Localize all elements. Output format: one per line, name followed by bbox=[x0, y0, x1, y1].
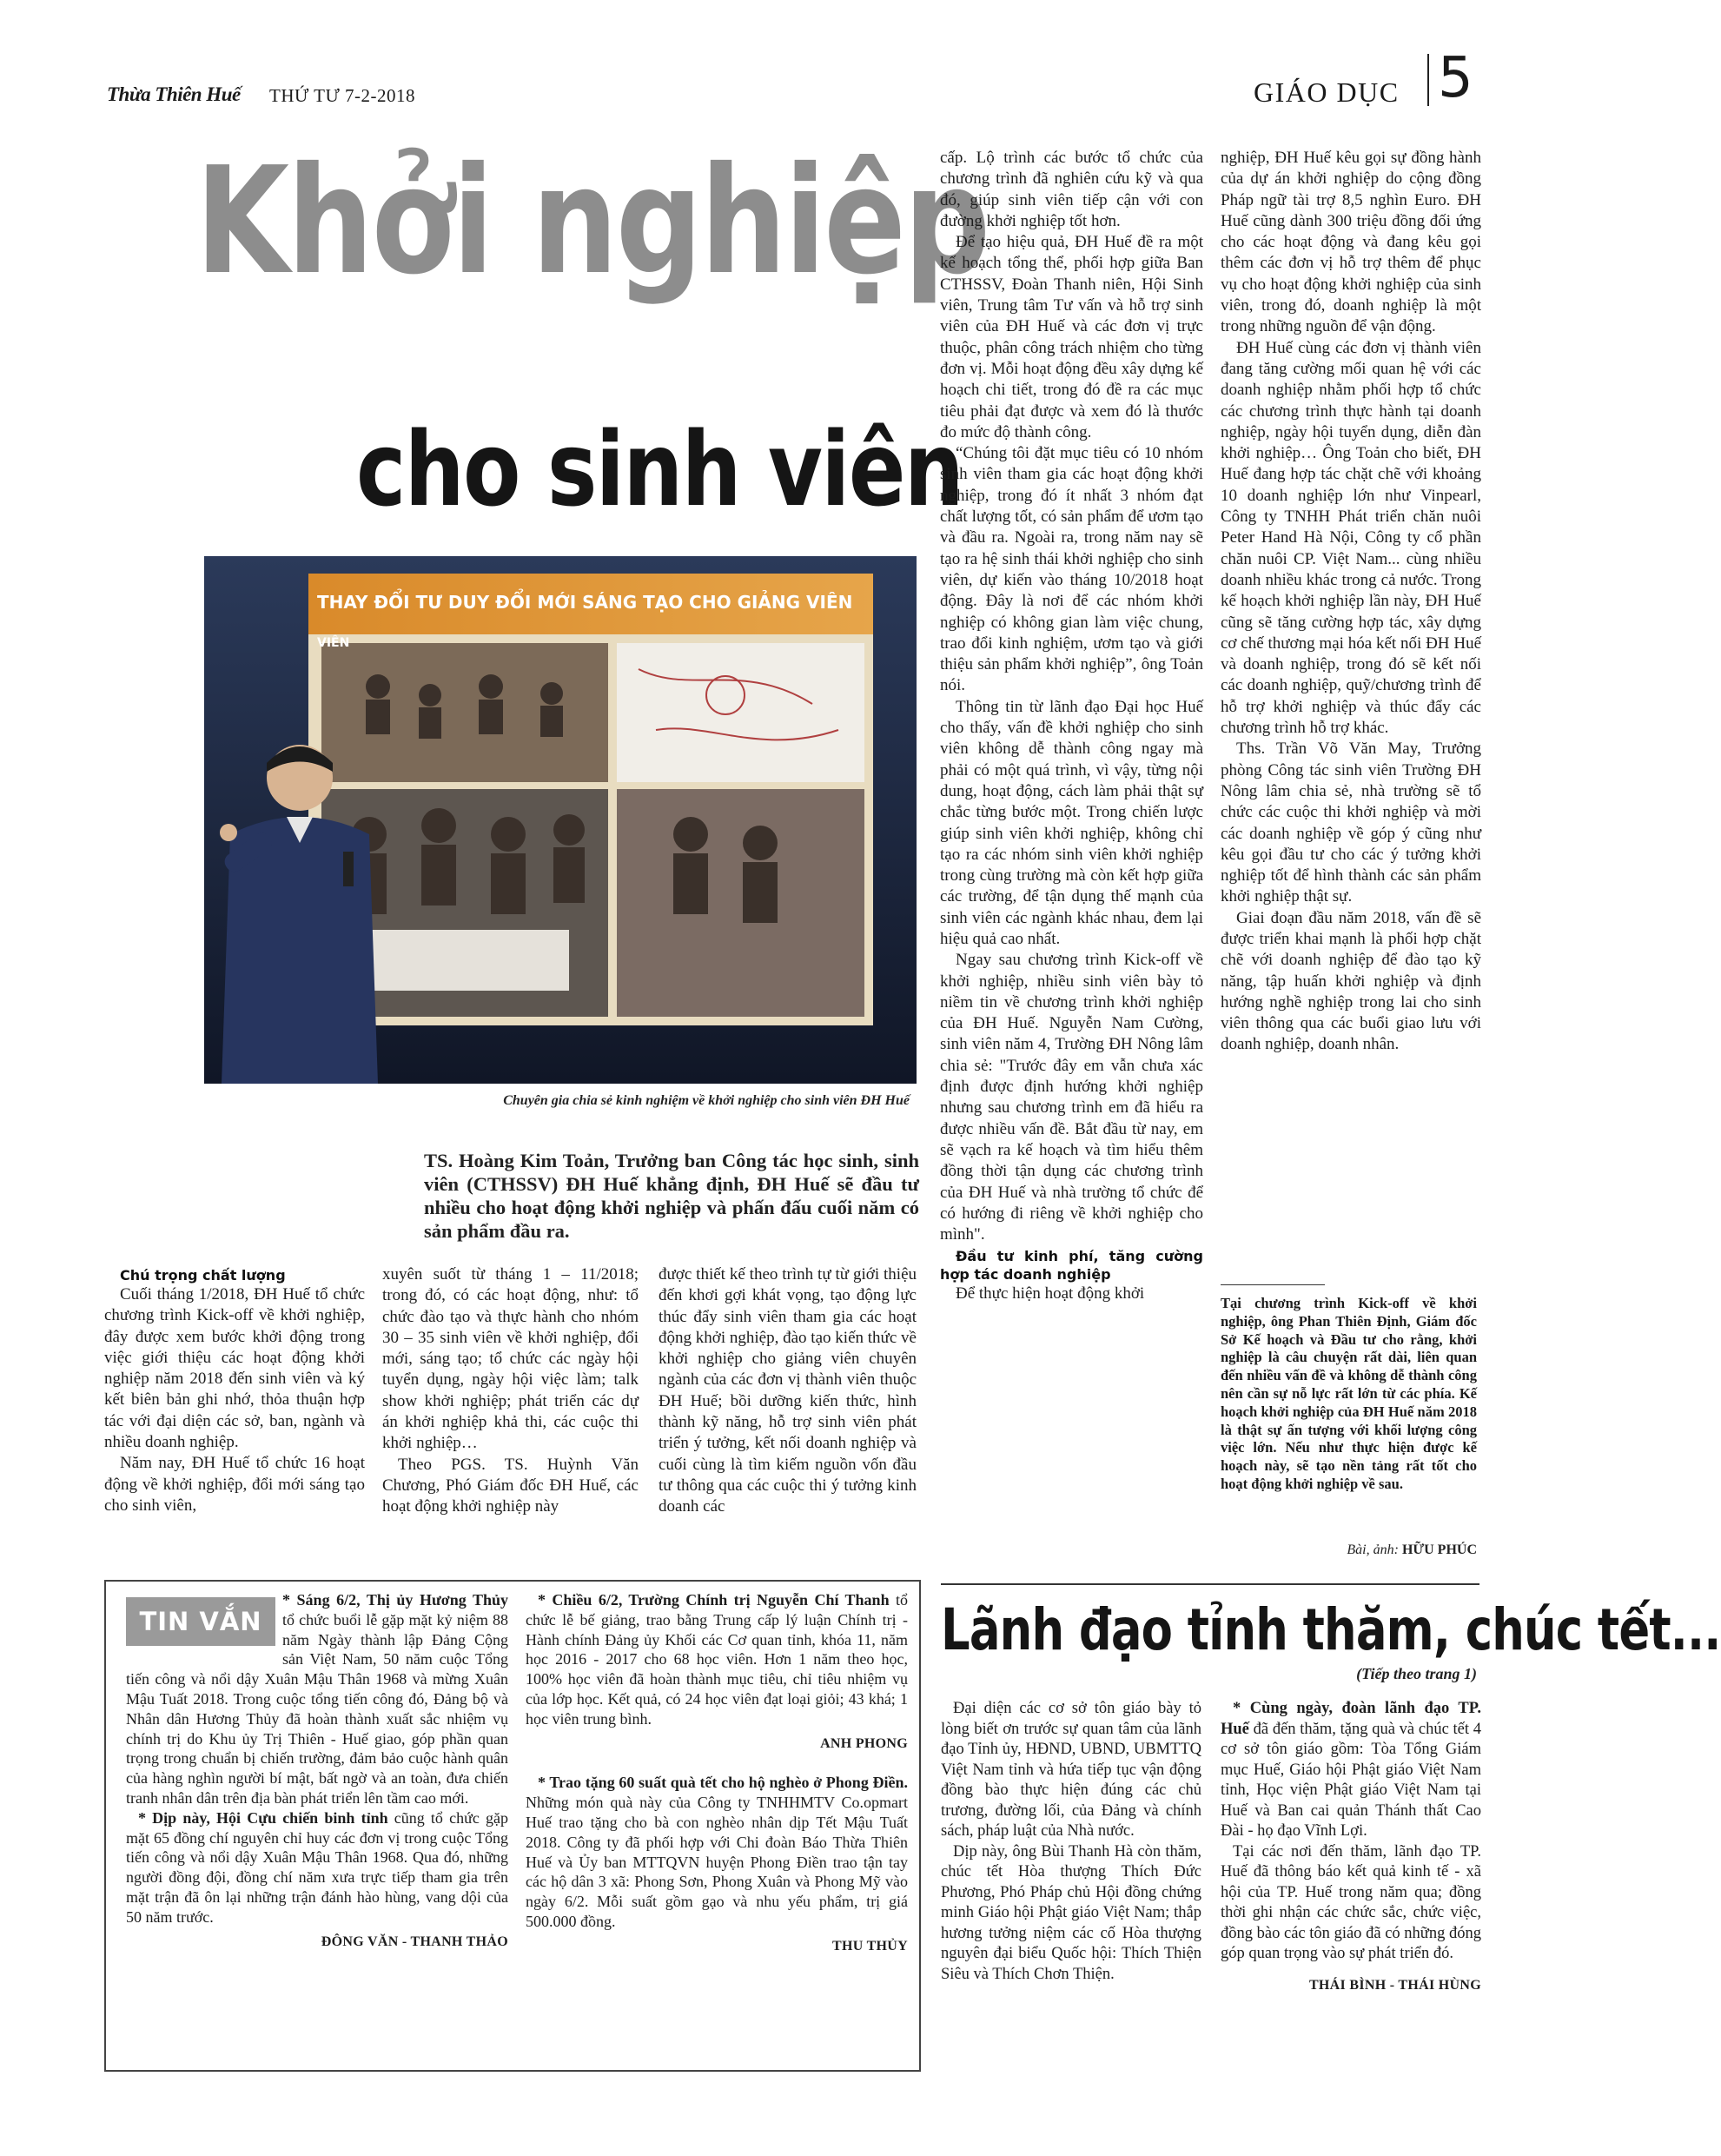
article-lead: TS. Hoàng Kim Toản, Trưởng ban Công tác học sinh, sinh viên (CTHSSV) ĐH Huế khẳng định, ĐH Huế sẽ đầu tư nhiều cho hoạt động khởi nghiệp và phấn đấu cuối năm có sản phẩm đầu ra. bbox=[424, 1150, 919, 1242]
brief-item-4 bbox=[526, 1773, 908, 1931]
brief-news-tag: TIN VẮN bbox=[126, 1597, 275, 1646]
article-byline bbox=[1221, 1542, 1477, 1558]
brief-item-1-lead: * Sáng 6/2, Thị ủy Hương Thủy bbox=[282, 1591, 508, 1609]
article-col-3 bbox=[659, 1264, 917, 1573]
paragraph: Năm nay, ĐH Huế tổ chức 16 hoạt động về khởi nghiệp, đổi mới sáng tạo cho sinh viên, bbox=[104, 1454, 365, 1515]
article2-title: Lãnh đạo tỉnh thăm, chúc tết... bbox=[941, 1596, 1721, 1663]
brief-news-col-2 bbox=[526, 1590, 908, 2060]
byline-name: HỮU PHÚC bbox=[1401, 1542, 1477, 1557]
page-number: 5 bbox=[1438, 46, 1473, 110]
paragraph: “Chúng tôi đặt mục tiêu có 10 nhóm sinh viên tham gia các hoạt động khởi nghiệp, trong đó ít nhất 3 nhóm đạt chất lượng tốt, có sản phẩm để ươm tạo và đầu ra. Ngoài ra, trong năm nay sẽ tạo ra hệ sinh thái khởi nghiệp cho sinh viên, dự kiến vào tháng 10/2018 hoạt động. Đây là nơi để các nhóm khởi nghiệp có không gian làm việc chung, trao đổi kinh nghiệm, ươm tạo và giới thiệu sản phẩm khởi nghiệp”, ông Toản nói. bbox=[940, 444, 1203, 695]
article-photo bbox=[204, 556, 917, 1084]
paragraph: Tại các nơi đến thăm, lãnh đạo TP. Huế đã thông báo kết quả kinh tế - xã hội của TP. Huế trong năm qua; đồng thời ghi nhận các chức sắc, chức việc, đồng bào các tôn giáo đã có những đóng góp quan trọng vào sự phát triển đó. bbox=[1221, 1842, 1481, 1962]
newspaper-name: Thừa Thiên Huế bbox=[107, 83, 241, 105]
brief-item-1 bbox=[126, 1590, 508, 1808]
paragraph: Ths. Trần Võ Văn May, Trưởng phòng Công tác sinh viên Trường ĐH Nông lâm chia sẻ, nhà trường sẽ tổ chức các cuộc thi khởi nghiệp và mời các doanh nghiệp về góp ý cũng như kêu gọi đầu tư cho các ý tưởng khởi nghiệp tốt để hình thành các sản phẩm khởi nghiệp thật sự. bbox=[1221, 740, 1481, 906]
article2-continued: (Tiếp theo trang 1) bbox=[1356, 1665, 1477, 1682]
paragraph: được thiết kế theo trình tự từ giới thiệu đến khơi gợi khát vọng, tạo động lực thúc đẩy sinh viên tham gia các hoạt động khởi nghiệp, đào tạo kiến thức về khởi nghiệp cho giảng viên chuyên ngành của các đơn vị thành viên thuộc ĐH Huế; bồi dưỡng kiến thức, hình thành kỹ năng, hỗ trợ sinh viên phát triển ý tưởng, kết nối doanh nghiệp và cuối cùng là tìm kiếm nguồn vốn đầu tư thông qua các cuộc thi ý tưởng kinh doanh các bbox=[659, 1265, 917, 1516]
paragraph: Để tạo hiệu quả, ĐH Huế đề ra một kế hoạch tổng thể, phối hợp giữa Ban CTHSSV, Đoàn Thanh niên, Hội Sinh viên, Trung tâm Tư vấn và hỗ trợ sinh viên của ĐH Huế và các đơn vị trực thuộc, phân công trách nhiệm cho từng đơn vị. Mỗi hoạt động đều xây dựng kế hoạch chi tiết, trong đó đề ra các mục tiêu phải đạt được và xem đó là thước đo mức độ thành công. bbox=[940, 233, 1203, 441]
headline-line-1: Khởi nghiệp bbox=[195, 136, 989, 308]
brief-sign-1: ĐÔNG VĂN - THANH THẢO bbox=[321, 1934, 508, 1949]
subhead-investment: Đầu tư kinh phí, tăng cường hợp tác doanh nghiệp bbox=[940, 1248, 1203, 1284]
brief-item-2 bbox=[126, 1808, 508, 1927]
paragraph: Thông tin từ lãnh đạo Đại học Huế cho thấy, vấn đề khởi nghiệp cho sinh viên không dễ thành công ngay mà phải có một quá trình, vì vậy, từng nội dung, hoạt động, cách làm phải thật sự chắc từng bước một. Trong chiến lược giúp sinh viên khởi nghiệp, không chỉ tạo ra các nhóm sinh viên khởi nghiệp trong cùng trường mà còn kết hợp giữa các trường, để tận dụng thế mạnh của sinh viên các ngành khác nhau, đem lại hiệu quả cao nhất. bbox=[940, 697, 1203, 948]
article-col-2 bbox=[382, 1264, 639, 1573]
brief-item-3-lead: * Chiều 6/2, Trường Chính trị Nguyễn Chí Thanh bbox=[538, 1591, 890, 1609]
paragraph bbox=[1221, 1699, 1481, 1842]
slide-title bbox=[317, 591, 864, 614]
pull-quote: Tại chương trình Kick-off về khởi nghiệp, ông Phan Thiên Định, Giám đốc Sở Kế hoạch và Đầu tư cho rằng, khởi nghiệp là câu chuyện rất dài, liên quan đến nhiều vấn đề và không dễ thành công nên cần sự nỗ lực rất lớn từ các phía. Kế hoạch khởi nghiệp của ĐH Huế năm 2018 là thật sự ấn tượng với khối lượng công việc lớn. Nếu như thực hiện được kế hoạch này, sẽ tạo nền tảng rất tốt cho hoạt động khởi nghiệp về sau. bbox=[1221, 1295, 1477, 1492]
quote-rule bbox=[1221, 1284, 1325, 1285]
masthead-divider bbox=[1427, 54, 1429, 106]
section-name: GIÁO DỤC bbox=[1254, 76, 1400, 108]
paragraph: Để thực hiện hoạt động khởi bbox=[956, 1284, 1145, 1304]
subhead-quality: Chú trọng chất lượng bbox=[120, 1267, 286, 1284]
paragraph: cấp. Lộ trình các bước tổ chức của chương trình đã nghiên cứu kỹ và qua đó, giúp sinh viên tiếp cận với con đường khởi nghiệp tốt hơn. bbox=[940, 149, 1203, 230]
paragraph: Đại diện các cơ sở tôn giáo bày tỏ lòng biết ơn trước sự quan tâm của lãnh đạo Tỉnh ủy, HĐND, UBND, UBMTTQ Việt Nam tỉnh và hứa tiếp tục vận động đồng bào thực hiện đúng các chủ trương, đường lối, của Đảng và chính sách, pháp luật của Nhà nước. bbox=[941, 1700, 1201, 1840]
brief-item-3-body: tổ chức lễ bế giảng, trao bằng Trung cấp lý luận Chính trị - Hành chính Đảng ủy Khối các Cơ quan tỉnh, khóa 11, năm học 2016 - 2017 cho 68 học viên. Hơn 1 năm theo học, 100% học viên đã hoàn thành mục tiêu, chỉ tiêu nhiệm vụ của lớp học. Kết quả, có 24 học viên đạt loại giỏi; 43 khá; 1 học viên trung bình. bbox=[526, 1591, 909, 1728]
article2-top-rule bbox=[941, 1583, 1479, 1585]
brief-news-col-1 bbox=[126, 1590, 508, 2060]
article2-col-2 bbox=[1221, 1699, 1481, 2073]
paragraph: ĐH Huế cùng các đơn vị thành viên đang tăng cường mối quan hệ với các doanh nghiệp nhằm phối hợp tổ chức các chương trình thực hành tại doanh nghiệp, ngày hội tuyển dụng, diễn đàn khởi nghiệp… Ông Toản cho biết, ĐH Huế đang hợp tác chặt chẽ với khoảng 10 doanh nghiệp lớn như Vinpearl, Công ty TNHH Phát triển chăn nuôi Peter Hand Hà Nội, Công ty cổ phần chăn nuôi CP. Việt Nam... cùng nhiều doanh nhiều khác trong cả nước. Trong kế hoạch khởi nghiệp lần này, ĐH Huế cũng sẽ tăng cường hợp tác, xây dựng cơ chế thương mại hóa kết nối ĐH Huế và doanh nghiệp, trong đó sẽ kết nối các doanh nghiệp, quỹ/chương trình để hỗ trợ khởi nghiệp và thúc đẩy các chương trình hỗ trợ khác. bbox=[1221, 338, 1481, 738]
paragraph: nghiệp, ĐH Huế kêu gọi sự đồng hành của dự án khởi nghiệp do cộng đồng Pháp ngữ tài trợ 8,5 nghìn Euro. ĐH Huế cũng dành 300 triệu đồng đối ứng cho các hoạt động và đang kêu gọi thêm các đơn vị hỗ trợ thêm để phục vụ cho hoạt động khởi nghiệp của sinh viên, trong đó, doanh nghiệp là một trong những nguồn để vận động. bbox=[1221, 149, 1481, 336]
brief-item-3 bbox=[526, 1590, 908, 1729]
paragraph: Ngay sau chương trình Kick-off về khởi nghiệp, nhiều sinh viên bày tỏ niềm tin về chương trình khởi nghiệp của ĐH Huế. Nguyễn Nam Cường, sinh viên năm 4, Trường ĐH Nông lâm chia sẻ: "Trước đây em vẫn chưa xác định được định hướng khởi nghiệp nhưng sau chương trình em đã hiểu ra được nhiều vấn đề. Bắt đầu từ nay, em sẽ vạch ra kế hoạch và tìm hiểu thêm đồng thời tận dụng các chương trình của ĐH Huế và nhà trường tổ chức để có hướng đi riêng về khởi nghiệp cho mình". bbox=[940, 951, 1203, 1244]
paragraph: Cuối tháng 1/2018, ĐH Huế tổ chức chương trình Kick-off về khởi nghiệp, đây được xem bước khởi động trong việc giới thiệu các hoạt động khởi nghiệp năm 2018 đến sinh viên và ký kết biên bản ghi nhớ, thỏa thuận hợp tác với đại diện các sở, ban, ngành và nhiều doanh nghiệp. bbox=[104, 1285, 365, 1452]
brief-item-1-body: tổ chức buổi lễ gặp mặt kỷ niệm 88 năm Ngày thành lập Đảng Cộng sản Việt Nam, 50 năm cuộc Tổng tiến công và nổi dậy Xuân Mậu Thân 1968 và mừng Xuân Mậu Tuất 2018. Trong cuộc tổng tiến công đó, Đảng bộ và Nhân dân Hương Thủy đã hoàn thành xuất sắc nhiệm vụ chính trị do Khu ủy Trị Thiên - Huế giao, góp phần quan trọng trong chuẩn bị chiến trường, đảm bảo cuộc hành quân của hàng nghìn người bí mật, bất ngờ và an toàn, đưa chiến tranh nhân dân trên địa bàn phát triển lên tầm cao mới. bbox=[126, 1610, 508, 1807]
slide-title-line-1: THAY ĐỔI TƯ DUY ĐỔI MỚI SÁNG TẠO CHO GIẢNG VIÊN bbox=[317, 592, 853, 613]
paragraph: xuyên suốt từ tháng 1 – 11/2018; trong đó, có các hoạt động, như: tổ chức đào tạo và thực hành cho nhóm 30 – 35 sinh viên về khởi nghiệp, đổi mới, sáng tạo; tổ chức các ngày hội tuyển dụng, ngày hội việc làm; talk show khởi nghiệp; phát triển các dự án khởi nghiệp khả thi, các cuộc thi khởi nghiệp… bbox=[382, 1265, 639, 1453]
article2-col-1 bbox=[941, 1699, 1201, 2073]
brief-sign-3: THU THỦY bbox=[831, 1938, 908, 1954]
brief-item-4-lead: * Trao tặng 60 suất quà tết cho hộ nghèo ở Phong Điền. bbox=[538, 1774, 908, 1792]
photo-caption: Chuyên gia chia sẻ kinh nghiệm về khởi nghiệp cho sinh viên ĐH Huế bbox=[503, 1093, 910, 1108]
photo-scene bbox=[204, 556, 917, 1084]
brief-sign-2: ANH PHONG bbox=[820, 1735, 908, 1751]
paragraph: Giai đoạn đầu năm 2018, vấn đề sẽ được triển khai mạnh là phối hợp chặt chẽ với doanh nghiệp để đào tạo kỹ năng, tập huấn khởi nghiệp và định hướng nghề nghiệp trong lai cho sinh viên thông qua các buổi giao lưu với doanh nghiệp, doanh nhân. bbox=[1221, 908, 1481, 1054]
article-col-4 bbox=[940, 148, 1203, 1560]
byline-label: Bài, ảnh: bbox=[1347, 1542, 1399, 1557]
article-col-5 bbox=[1221, 148, 1481, 1273]
article2-col-2-lead: * Cùng ngày, đoàn lãnh đạo TP. Huế bbox=[1221, 1700, 1481, 1738]
article2-sign: THÁI BÌNH - THÁI HÙNG bbox=[1308, 1977, 1481, 1993]
article-col-1 bbox=[104, 1264, 365, 1573]
brief-item-4-body: Những món quà này của Công ty TNHHMTV Co.opmart Huế trao tặng cho bà con nghèo nhân dịp Tết Mậu Tuất 2018. Công ty đã phối hợp với Chi đoàn Báo Thừa Thiên Huế và Ủy ban MTTQVN huyện Phong Điền trao tận tay các hộ dân 3 xã: Phong Sơn, Phong Xuân và Phong Mỹ vào ngày 6/2. Mỗi suất gồm gạo và nhu yếu phẩm, trị giá 500.000 đồng. bbox=[526, 1794, 908, 1930]
slide-title-line-2: VIÊN bbox=[317, 636, 350, 650]
brief-item-2-lead: * Dịp này, Hội Cựu chiến binh tỉnh bbox=[138, 1808, 388, 1827]
issue-date: THỨ TƯ 7-2-2018 bbox=[269, 85, 416, 106]
paragraph: Theo PGS. TS. Huỳnh Văn Chương, Phó Giám đốc ĐH Huế, các hoạt động khởi nghiệp này bbox=[382, 1455, 639, 1516]
brief-item-2-body: cũng tổ chức gặp mặt 65 đồng chí nguyên chỉ huy các đơn vị trong cuộc Tổng tiến công và nổi dậy Xuân Mậu Thân 1968. Qua đó, những người đồng đội, đồng chí năm xưa trực tiếp tham gia trên mặt trận đã ôn lại những trận đánh hào hùng, vang dội của 50 năm trước. bbox=[126, 1808, 508, 1926]
headline-line-2: cho sinh viên bbox=[356, 409, 963, 529]
paragraph: Dịp này, ông Bùi Thanh Hà còn thăm, chúc tết Hòa thượng Thích Đức Phương, Phó Pháp chủ Hội đồng chứng minh Giáo hội Phật giáo Việt Nam; thắp hương tưởng niệm các cố Hòa thượng nguyên đại biểu Quốc hội: Thích Thiện Siêu và Thích Chơn Thiện. bbox=[941, 1842, 1201, 1983]
article2-col-2-body: đã đến thăm, tặng quà và chúc tết 4 cơ sở tôn giáo gồm: Tòa Tổng Giám mục Huế, Giáo hội Phật giáo Việt Nam tỉnh, Học viện Phật giáo Việt Nam tại Huế và Ban cai quản Thánh thất Cao Đài - họ đạo Vĩnh Lợi. bbox=[1221, 1720, 1482, 1840]
